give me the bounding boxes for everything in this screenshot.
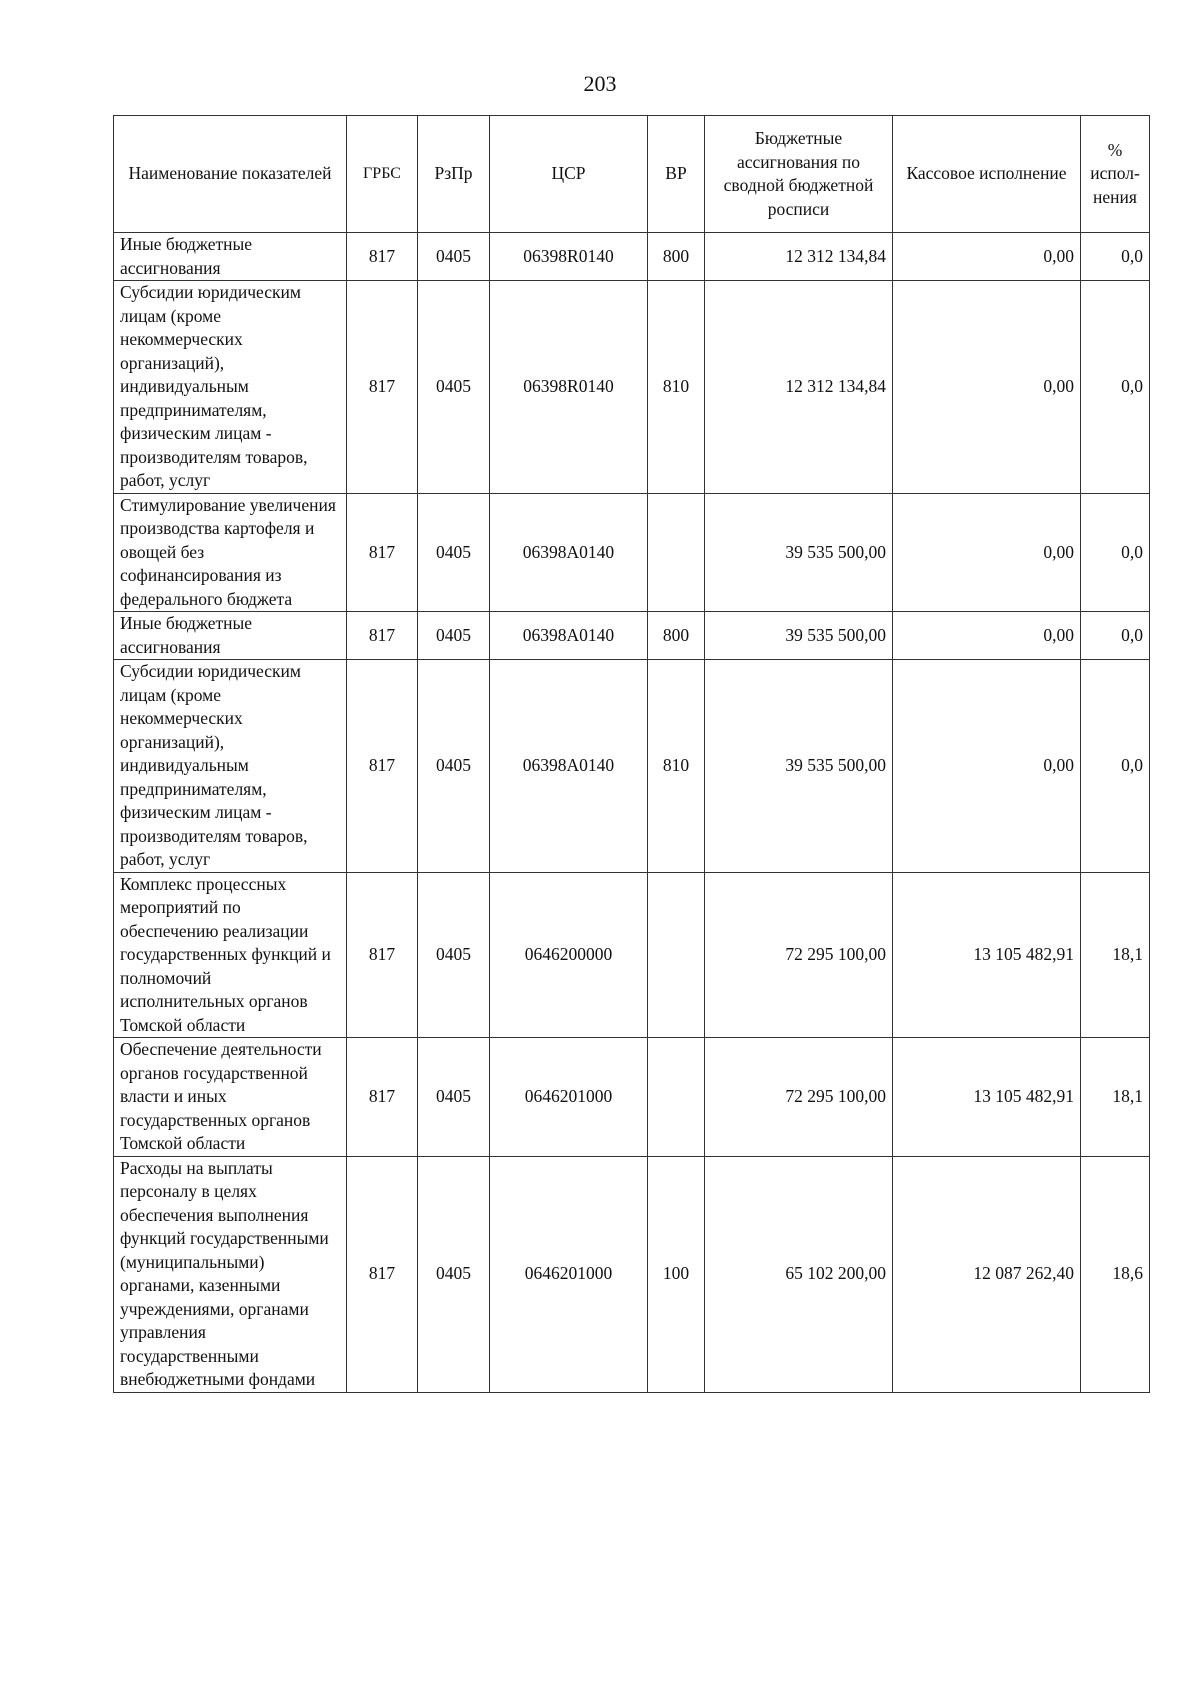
cell-vr: 800 [648,233,705,281]
cell-allocations: 72 295 100,00 [705,1038,893,1157]
cell-allocations: 12 312 134,84 [705,233,893,281]
cell-allocations: 12 312 134,84 [705,281,893,494]
table-row [114,233,1150,281]
cell-vr: 810 [648,660,705,873]
table-row [114,872,1150,1038]
cell-vr: 100 [648,1156,705,1392]
cell-name: Иные бюджетные ассигнования [114,612,347,660]
cell-vr: 810 [648,281,705,494]
cell-rzpr: 0405 [418,1038,490,1157]
cell-allocations: 39 535 500,00 [705,612,893,660]
header-grbs: ГРБС [347,116,418,233]
cell-csr: 06398A0140 [490,612,648,660]
cell-rzpr: 0405 [418,660,490,873]
cell-grbs: 817 [347,281,418,494]
table-row [114,1156,1150,1392]
cell-name: Комплекс процессных мероприятий по обеспечению реализации государственных функций и полномочий исполнительных органов Томской области [114,872,347,1038]
cell-percent: 0,0 [1081,612,1150,660]
cell-execution: 0,00 [893,493,1081,612]
cell-vr [648,493,705,612]
cell-execution: 13 105 482,91 [893,1038,1081,1157]
cell-percent: 18,6 [1081,1156,1150,1392]
cell-csr: 06398A0140 [490,493,648,612]
header-name: Наименование показателей [114,116,347,233]
cell-grbs: 817 [347,612,418,660]
table-row [114,493,1150,612]
cell-name: Стимулирование увеличения производства картофеля и овощей без софинансирования из федерального бюджета [114,493,347,612]
header-csr: ЦСР [490,116,648,233]
table-row [114,612,1150,660]
cell-csr: 0646201000 [490,1156,648,1392]
cell-execution: 12 087 262,40 [893,1156,1081,1392]
cell-name: Субсидии юридическим лицам (кроме некоммерческих организаций), индивидуальным предпринимателям, физическим лицам - производителям товаров, работ, услуг [114,660,347,873]
cell-vr [648,1038,705,1157]
cell-percent: 0,0 [1081,281,1150,494]
cell-name: Обеспечение деятельности органов государственной власти и иных государственных органов Томской области [114,1038,347,1157]
table-row [114,1038,1150,1157]
cell-rzpr: 0405 [418,872,490,1038]
cell-allocations: 39 535 500,00 [705,660,893,873]
cell-csr: 06398R0140 [490,233,648,281]
cell-rzpr: 0405 [418,233,490,281]
cell-grbs: 817 [347,1156,418,1392]
cell-csr: 06398R0140 [490,281,648,494]
cell-grbs: 817 [347,493,418,612]
cell-grbs: 817 [347,872,418,1038]
cell-rzpr: 0405 [418,1156,490,1392]
header-percent: % испол-нения [1081,116,1150,233]
table-row [114,281,1150,494]
cell-name: Иные бюджетные ассигнования [114,233,347,281]
header-vr: ВР [648,116,705,233]
cell-rzpr: 0405 [418,493,490,612]
cell-percent: 0,0 [1081,493,1150,612]
header-execution: Кассовое исполнение [893,116,1081,233]
cell-name: Субсидии юридическим лицам (кроме некоммерческих организаций), индивидуальным предпринимателям, физическим лицам - производителям товаров, работ, услуг [114,281,347,494]
cell-allocations: 39 535 500,00 [705,493,893,612]
table-row [114,660,1150,873]
page-number: 203 [583,71,617,96]
header-allocations: Бюджетные ассигнования по сводной бюджетной росписи [705,116,893,233]
cell-name: Расходы на выплаты персоналу в целях обеспечения выполнения функций государственными (муниципальными) органами, казенными учреждениями, органами управления государственными внебюджетными фондами [114,1156,347,1392]
cell-execution: 0,00 [893,281,1081,494]
cell-rzpr: 0405 [418,612,490,660]
header-rzpr: РзПр [418,116,490,233]
cell-execution: 0,00 [893,660,1081,873]
cell-percent: 0,0 [1081,660,1150,873]
cell-grbs: 817 [347,1038,418,1157]
cell-grbs: 817 [347,660,418,873]
cell-vr [648,872,705,1038]
cell-vr: 800 [648,612,705,660]
cell-csr: 0646201000 [490,1038,648,1157]
cell-grbs: 817 [347,233,418,281]
table-header-row [114,116,1150,233]
cell-percent: 18,1 [1081,872,1150,1038]
cell-allocations: 65 102 200,00 [705,1156,893,1392]
cell-percent: 0,0 [1081,233,1150,281]
cell-csr: 06398A0140 [490,660,648,873]
cell-execution: 0,00 [893,612,1081,660]
budget-execution-table [113,115,1150,1393]
cell-allocations: 72 295 100,00 [705,872,893,1038]
cell-rzpr: 0405 [418,281,490,494]
cell-execution: 0,00 [893,233,1081,281]
cell-execution: 13 105 482,91 [893,872,1081,1038]
cell-csr: 0646200000 [490,872,648,1038]
cell-percent: 18,1 [1081,1038,1150,1157]
